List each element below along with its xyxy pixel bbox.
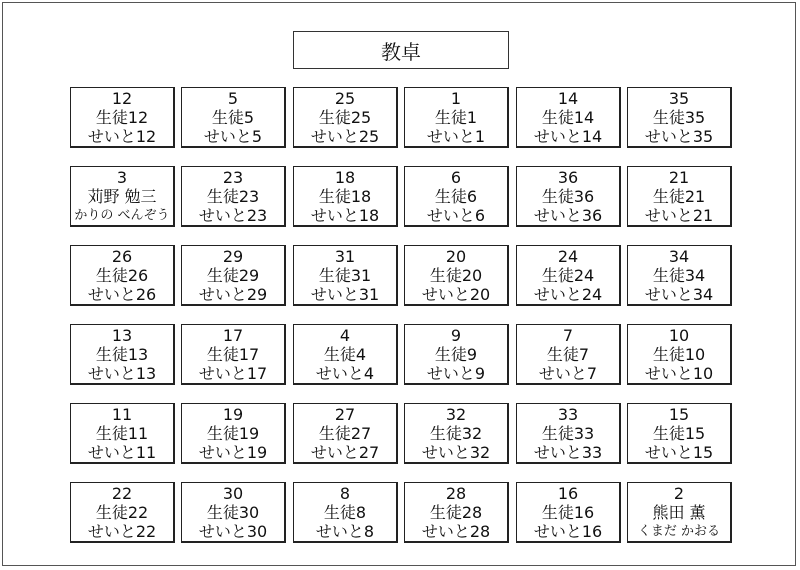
student-kana: せいと35 xyxy=(644,126,714,146)
seat-number: 2 xyxy=(673,483,685,503)
student-name: 生徒6 xyxy=(434,186,478,206)
student-name: 熊田 薫 xyxy=(652,502,706,522)
student-kana: せいと8 xyxy=(315,521,375,541)
student-kana: かりの べんぞう xyxy=(74,207,170,223)
student-name: 生徒16 xyxy=(541,502,595,522)
seat-number: 8 xyxy=(339,483,351,503)
teacher-desk: 教卓 xyxy=(293,31,509,69)
student-kana: せいと13 xyxy=(87,363,157,383)
student-name: 苅野 勉三 xyxy=(87,186,157,206)
seat-number: 15 xyxy=(668,404,690,424)
seat-number: 17 xyxy=(222,325,244,345)
seat-number: 4 xyxy=(339,325,351,345)
student-kana: せいと29 xyxy=(198,284,268,304)
seat-number: 19 xyxy=(222,404,244,424)
student-name: 生徒7 xyxy=(546,344,590,364)
student-kana: せいと20 xyxy=(421,284,491,304)
seat-number: 14 xyxy=(557,88,579,108)
student-name: 生徒15 xyxy=(652,423,706,443)
student-kana: せいと27 xyxy=(310,442,380,462)
student-kana: せいと31 xyxy=(310,284,380,304)
student-name: 生徒32 xyxy=(429,423,483,443)
student-name: 生徒19 xyxy=(206,423,260,443)
seat[interactable] xyxy=(627,87,732,148)
seat[interactable] xyxy=(627,245,732,306)
seat-number: 5 xyxy=(227,88,239,108)
seat[interactable] xyxy=(70,245,175,306)
student-kana: せいと9 xyxy=(426,363,486,383)
student-name: 生徒18 xyxy=(318,186,372,206)
student-name: 生徒11 xyxy=(95,423,149,443)
student-name: 生徒28 xyxy=(429,502,483,522)
student-kana: せいと7 xyxy=(538,363,598,383)
seat[interactable] xyxy=(516,482,621,543)
student-name: 生徒1 xyxy=(434,107,478,127)
seat[interactable] xyxy=(181,87,286,148)
student-kana: せいと14 xyxy=(533,126,603,146)
seat-number: 29 xyxy=(222,246,244,266)
student-name: 生徒22 xyxy=(95,502,149,522)
seat-number: 32 xyxy=(445,404,467,424)
seat-number: 11 xyxy=(111,404,133,424)
student-name: 生徒10 xyxy=(652,344,706,364)
seat[interactable] xyxy=(404,166,509,227)
seat[interactable] xyxy=(516,324,621,385)
seating-chart-frame xyxy=(2,2,796,566)
student-name: 生徒29 xyxy=(206,265,260,285)
seat-number: 10 xyxy=(668,325,690,345)
seat-number: 26 xyxy=(111,246,133,266)
student-name: 生徒21 xyxy=(652,186,706,206)
seat[interactable] xyxy=(293,166,398,227)
student-name: 生徒23 xyxy=(206,186,260,206)
seat[interactable] xyxy=(404,403,509,464)
seat[interactable] xyxy=(181,245,286,306)
student-kana: せいと19 xyxy=(198,442,268,462)
student-kana: せいと17 xyxy=(198,363,268,383)
seat-number: 30 xyxy=(222,483,244,503)
student-kana: せいと15 xyxy=(644,442,714,462)
seat[interactable] xyxy=(70,87,175,148)
seat-number: 12 xyxy=(111,88,133,108)
student-name: 生徒5 xyxy=(211,107,255,127)
student-name: 生徒30 xyxy=(206,502,260,522)
student-kana: せいと6 xyxy=(426,205,486,225)
seat-number: 33 xyxy=(557,404,579,424)
seat[interactable] xyxy=(516,403,621,464)
student-name: 生徒27 xyxy=(318,423,372,443)
seat[interactable] xyxy=(293,87,398,148)
student-kana: くまだ かおる xyxy=(637,523,721,539)
seat[interactable] xyxy=(181,482,286,543)
student-name: 生徒26 xyxy=(95,265,149,285)
student-name: 生徒13 xyxy=(95,344,149,364)
student-kana: せいと5 xyxy=(203,126,263,146)
seat[interactable] xyxy=(516,87,621,148)
student-name: 生徒35 xyxy=(652,107,706,127)
seat[interactable] xyxy=(293,324,398,385)
student-kana: せいと28 xyxy=(421,521,491,541)
seat-number: 35 xyxy=(668,88,690,108)
seat-number: 22 xyxy=(111,483,133,503)
seat-number: 36 xyxy=(557,167,579,187)
student-kana: せいと32 xyxy=(421,442,491,462)
seat-number: 34 xyxy=(668,246,690,266)
seat[interactable] xyxy=(627,482,732,543)
seat[interactable] xyxy=(516,166,621,227)
seat[interactable] xyxy=(516,245,621,306)
seat-number: 31 xyxy=(334,246,356,266)
seat[interactable] xyxy=(404,482,509,543)
student-kana: せいと26 xyxy=(87,284,157,304)
student-kana: せいと21 xyxy=(644,205,714,225)
student-name: 生徒14 xyxy=(541,107,595,127)
seat[interactable] xyxy=(70,403,175,464)
seat[interactable] xyxy=(181,403,286,464)
seat[interactable] xyxy=(70,482,175,543)
seat[interactable] xyxy=(627,166,732,227)
seat-number: 13 xyxy=(111,325,133,345)
student-kana: せいと33 xyxy=(533,442,603,462)
seat-number: 28 xyxy=(445,483,467,503)
student-kana: せいと10 xyxy=(644,363,714,383)
seat[interactable] xyxy=(293,403,398,464)
student-name: 生徒34 xyxy=(652,265,706,285)
student-name: 生徒24 xyxy=(541,265,595,285)
student-kana: せいと25 xyxy=(310,126,380,146)
seat[interactable] xyxy=(70,324,175,385)
student-name: 生徒8 xyxy=(323,502,367,522)
student-kana: せいと4 xyxy=(315,363,375,383)
student-name: 生徒36 xyxy=(541,186,595,206)
seat[interactable] xyxy=(181,324,286,385)
seat-number: 16 xyxy=(557,483,579,503)
seat[interactable] xyxy=(70,166,175,227)
seat-number: 25 xyxy=(334,88,356,108)
student-kana: せいと16 xyxy=(533,521,603,541)
seat[interactable] xyxy=(181,166,286,227)
student-name: 生徒12 xyxy=(95,107,149,127)
student-kana: せいと1 xyxy=(426,126,486,146)
student-name: 生徒33 xyxy=(541,423,595,443)
seat-number: 27 xyxy=(334,404,356,424)
student-kana: せいと11 xyxy=(87,442,157,462)
student-kana: せいと23 xyxy=(198,205,268,225)
seat-number: 9 xyxy=(450,325,462,345)
seat[interactable] xyxy=(404,245,509,306)
seat-number: 3 xyxy=(116,167,128,187)
seat-number: 1 xyxy=(450,88,462,108)
seat[interactable] xyxy=(293,482,398,543)
student-name: 生徒20 xyxy=(429,265,483,285)
seat-number: 21 xyxy=(668,167,690,187)
seat[interactable] xyxy=(293,245,398,306)
seat[interactable] xyxy=(627,324,732,385)
student-kana: せいと30 xyxy=(198,521,268,541)
student-name: 生徒31 xyxy=(318,265,372,285)
student-kana: せいと22 xyxy=(87,521,157,541)
seat[interactable] xyxy=(627,403,732,464)
seat-number: 7 xyxy=(562,325,574,345)
seat-number: 6 xyxy=(450,167,462,187)
student-name: 生徒17 xyxy=(206,344,260,364)
student-kana: せいと34 xyxy=(644,284,714,304)
seat-number: 24 xyxy=(557,246,579,266)
seat-number: 20 xyxy=(445,246,467,266)
seat[interactable] xyxy=(404,324,509,385)
student-name: 生徒4 xyxy=(323,344,367,364)
student-kana: せいと18 xyxy=(310,205,380,225)
seat[interactable] xyxy=(404,87,509,148)
seat-number: 18 xyxy=(334,167,356,187)
student-kana: せいと12 xyxy=(87,126,157,146)
student-kana: せいと36 xyxy=(533,205,603,225)
student-kana: せいと24 xyxy=(533,284,603,304)
student-name: 生徒9 xyxy=(434,344,478,364)
seat-number: 23 xyxy=(222,167,244,187)
student-name: 生徒25 xyxy=(318,107,372,127)
